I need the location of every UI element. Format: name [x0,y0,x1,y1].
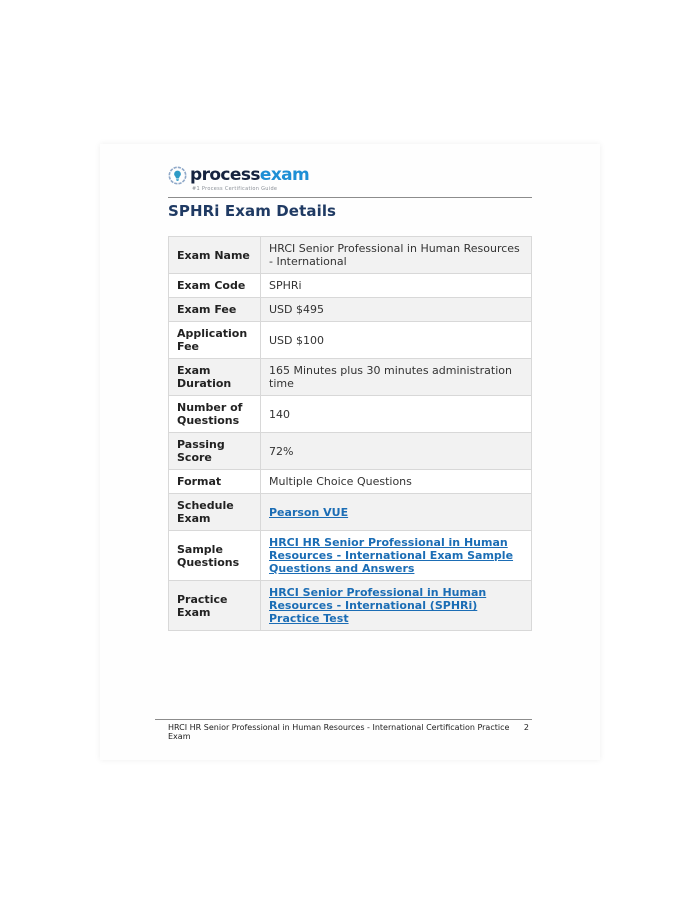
brand-part2: exam [259,165,310,185]
pearson-vue-link[interactable]: Pearson VUE [269,505,349,519]
table-row [169,237,532,274]
table-row [169,396,532,433]
practice-exam-link[interactable]: HRCI Senior Professional in Human Resources - International (SPHRi) Practice Test [269,586,487,625]
row-label: Exam Name [169,237,261,274]
row-value: USD $100 [261,322,532,359]
header-divider [168,197,532,198]
sample-questions-link[interactable]: HRCI HR Senior Professional in Human Resources - International Exam Sample Questions and Answers [269,536,514,575]
brand-wordmark [190,166,309,185]
document-page [100,144,600,760]
table-row [169,274,532,298]
row-value [261,494,532,531]
row-label: Passing Score [169,433,261,470]
row-label: Exam Code [169,274,261,298]
table-row [169,494,532,531]
table-row [169,581,532,631]
row-value: 72% [261,433,532,470]
table-row [169,322,532,359]
row-value [261,531,532,581]
footer-text: HRCI HR Senior Professional in Human Resources - International Certification Practice Exam [168,723,510,741]
lightbulb-icon [168,166,187,185]
row-label: Exam Duration [169,359,261,396]
row-value [261,581,532,631]
page-number: 2 [523,723,529,732]
table-row [169,433,532,470]
row-label: Application Fee [169,322,261,359]
processexam-logo [168,166,309,196]
table-row [169,298,532,322]
row-value: Multiple Choice Questions [261,470,532,494]
row-value: HRCI Senior Professional in Human Resources - International [261,237,532,274]
row-label: Number of Questions [169,396,261,433]
brand-part1: process [190,165,260,185]
row-value: USD $495 [261,298,532,322]
row-label: Practice Exam [169,581,261,631]
table-row [169,470,532,494]
table-row [169,359,532,396]
row-label: Schedule Exam [169,494,261,531]
row-value: 140 [261,396,532,433]
table-row [169,531,532,581]
exam-details-table [168,236,532,631]
row-value: 165 Minutes plus 30 minutes administration time [261,359,532,396]
page-title: SPHRi Exam Details [168,202,337,220]
row-value: SPHRi [261,274,532,298]
row-label: Format [169,470,261,494]
page-footer [155,719,532,741]
brand-tagline: #1 Process Certification Guide [192,186,278,192]
row-label: Exam Fee [169,298,261,322]
row-label: Sample Questions [169,531,261,581]
